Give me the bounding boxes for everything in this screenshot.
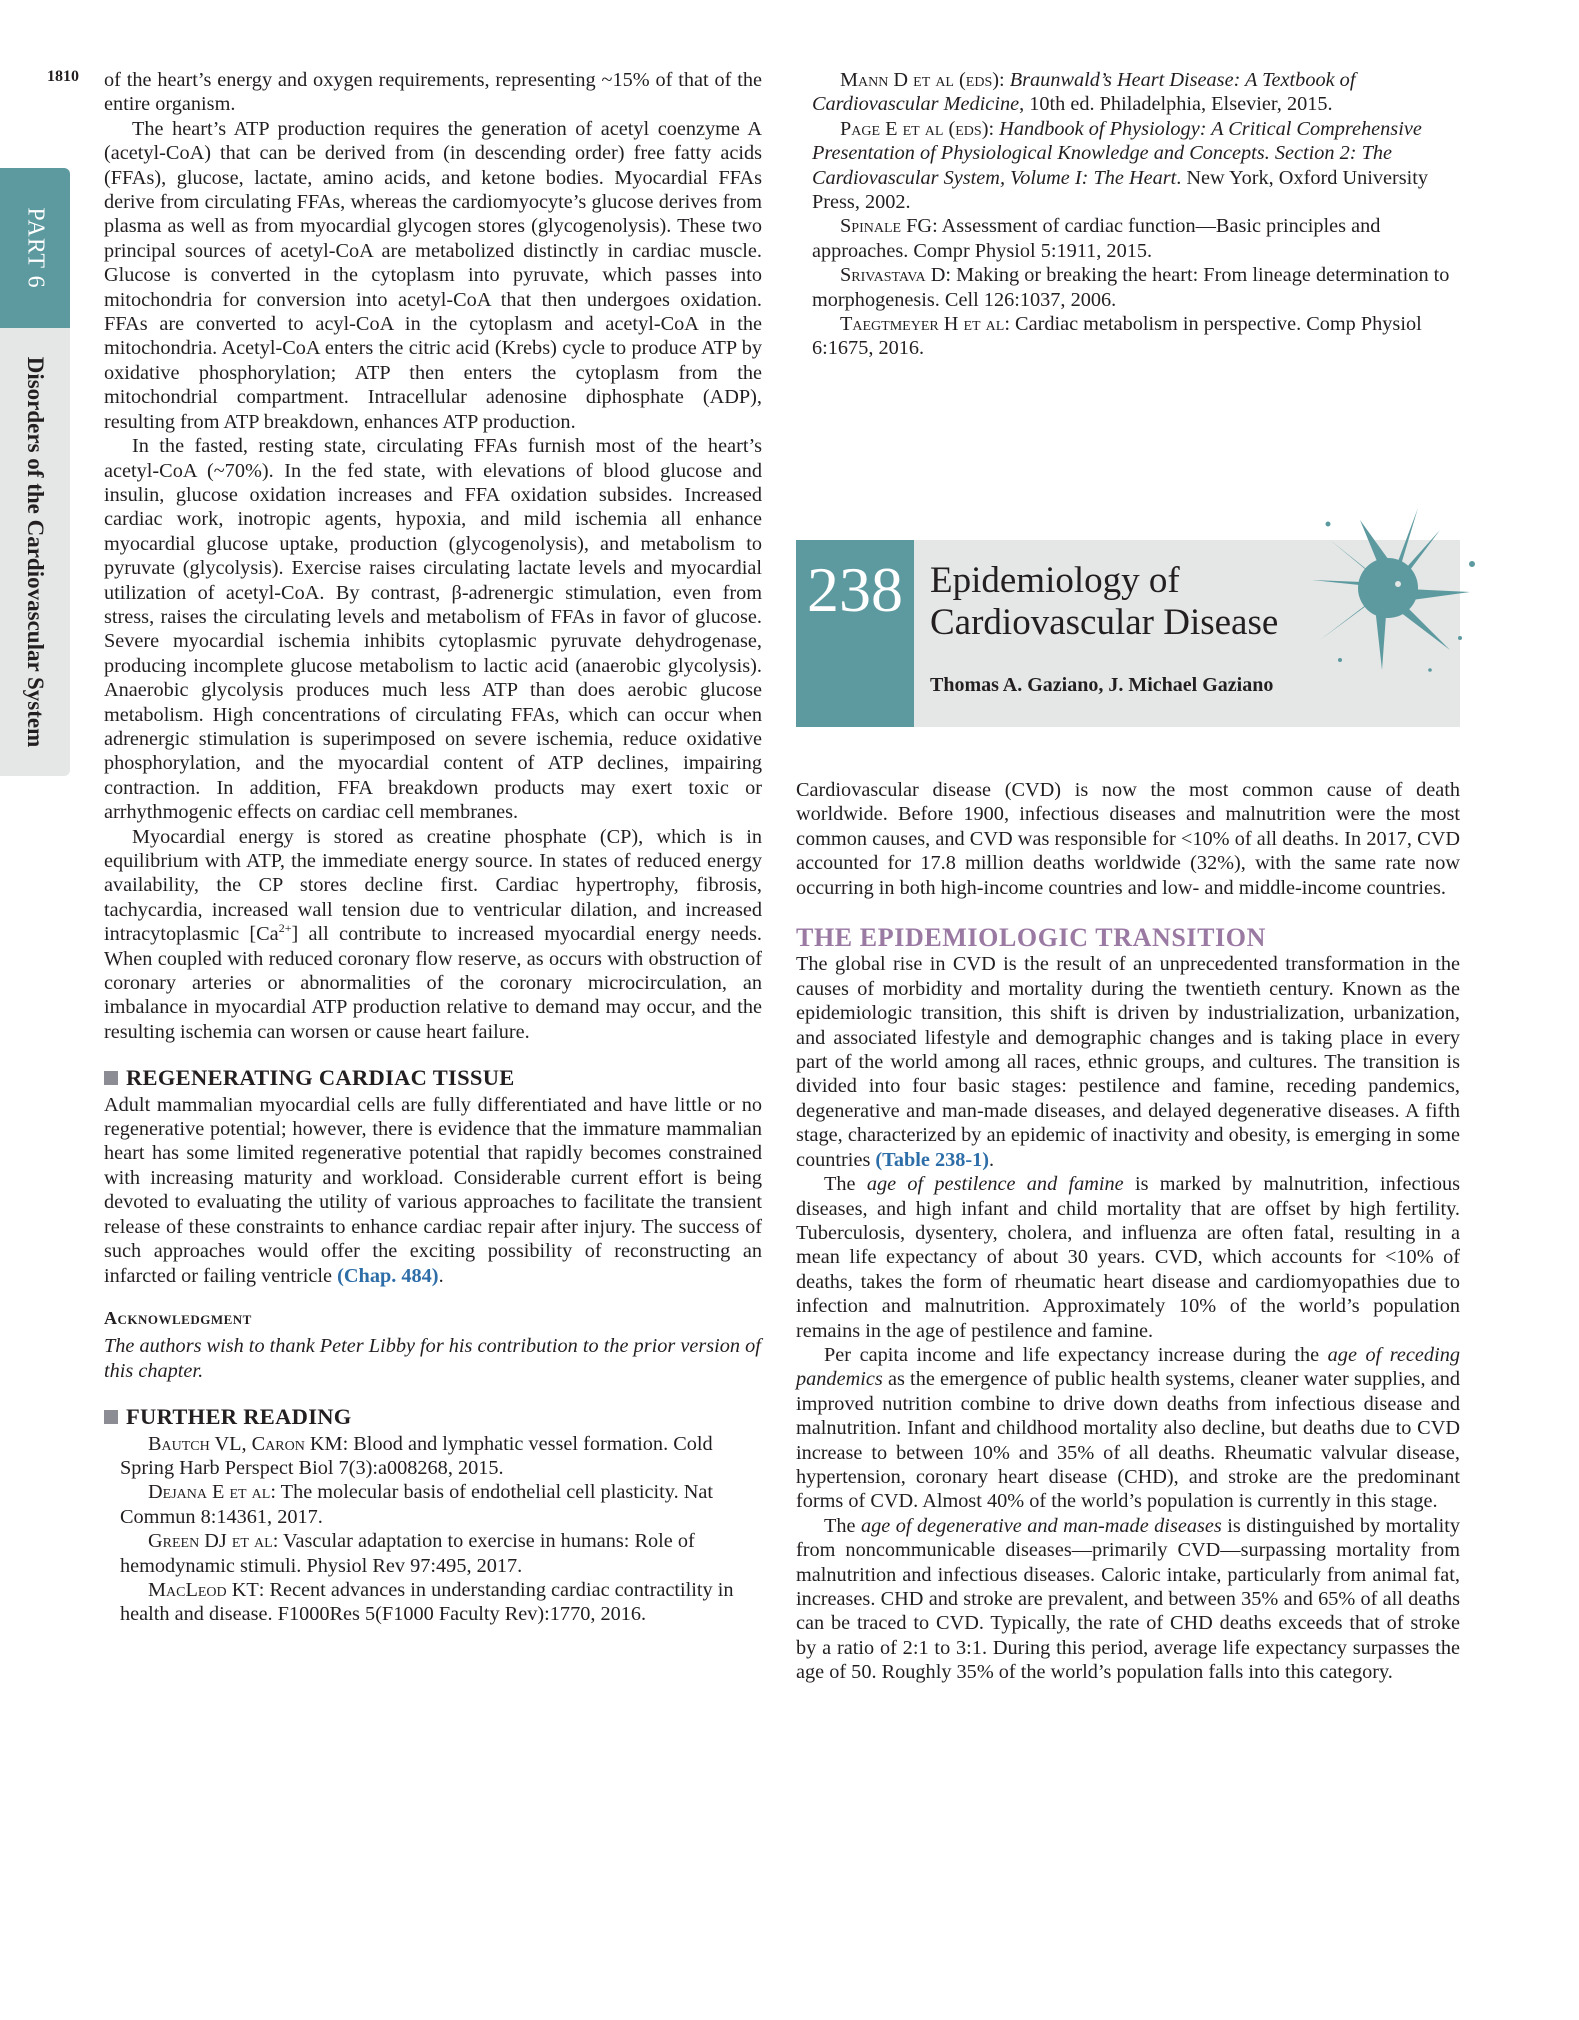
- left-column: [104, 68, 762, 1627]
- receding-pre: Per capita income and life expectancy increase during the: [824, 1343, 1328, 1366]
- reference-pre: :: [999, 69, 1010, 91]
- body-paragraph-energy: [104, 825, 762, 1045]
- chapter-number: 238: [807, 554, 903, 625]
- reference-item: [104, 1578, 762, 1627]
- reference-authors: Page E et al (eds): [840, 117, 989, 140]
- chapter-title-line: Epidemiology of: [930, 560, 1180, 601]
- acknowledgment-text: The authors wish to thank Peter Libby for his contribution to the prior version of this chapter.: [104, 1335, 761, 1382]
- body-paragraph-receding: [796, 1343, 1460, 1514]
- chapter-title-line: Cardiovascular Disease: [930, 602, 1279, 643]
- ink-splat-icon: [1300, 500, 1490, 680]
- reference-details: : Cardiac metabolism in perspective. Comp Physiol 6:1675, 2016.: [812, 313, 1422, 360]
- body-paragraph: The heart’s ATP production requires the generation of acetyl coenzyme A (acetyl-CoA) that can be derived from (in descending order) free fatty acids (FFAs), glucose, lactate, amino acids, and ketone bodies. Myocardial FFAs derive from circulating FFAs, whereas the cardiomyocyte’s glucose derives from plasma as well as from myocardial glycogen stores (glycogenolysis). These two principal sources of acetyl-CoA are metabolized distinctly in cardiac muscle. Glucose is converted in the cytoplasm into pyruvate, which passes into mitochondria for conversion into acetyl-CoA that then undergoes oxidation. FFAs are converted to acyl-CoA in the cytoplasm and acetyl-CoA in the mitochondria. Acetyl-CoA enters the citric acid (Krebs) cycle to produce ATP by oxidative phosphorylation; ATP then enters the cytoplasm from the mitochondrial compartment. Intracellular adenosine diphosphate (ADP), resulting from ATP breakdown, enhances ATP production.: [104, 117, 762, 433]
- reference-item: [104, 1529, 762, 1578]
- heading-square-icon: [104, 1410, 118, 1424]
- reference-details: , 10th ed. Philadelphia, Elsevier, 2015.: [1019, 93, 1333, 116]
- reference-details: . New York, Oxford University Press, 2002.: [812, 166, 1429, 214]
- receding-term: age of receding pandemics: [796, 1343, 1460, 1391]
- reference-authors: Taegtmeyer H et al: [840, 313, 1005, 336]
- reference-details: : Recent advances in understanding cardiac contractility in health and disease. F1000Res 5(F1000 Faculty Rev):1770, 2016.: [120, 1578, 734, 1626]
- transition-text: The global rise in CVD is the result of an unprecedented transformation in the causes of morbidity and mortality during the twentieth century. Known as the epidemiologic transition, this shift is driven by industrialization, urbanization, and associated lifestyle and demographic changes and is taking place in every part of the world among all races, ethnic groups, and cultures. The transition is divided into four basic stages: pestilence and famine, receding pandemics, degenerative and man-made diseases, and delayed degenerative diseases. A fifth stage, characterized by an epidemic of inactivity and obesity, is emerging in some countries: [796, 953, 1460, 1171]
- section-heading-further-reading: [104, 1405, 762, 1429]
- body-paragraph-transition: [796, 952, 1460, 1172]
- degen-term: age of degenerative and man-made diseases: [861, 1514, 1222, 1537]
- section-heading-text: FURTHER READING: [126, 1404, 352, 1430]
- chapter-authors: Thomas A. Gaziano, J. Michael Gaziano: [930, 674, 1274, 696]
- regen-text: Adult mammalian myocardial cells are fully differentiated and have little or no regenerative potential; however, there is evidence that the immature mammalian heart has some limited regenerative potential that rapidly becomes constrained with increasing maturity and workload. Considerable current effort is being devoted to evaluating the utility of various approaches to facilitate the transient release of these constraints to enhance cardiac repair after injury. The success of such approaches would offer the exciting possibility of reconstructing an infarcted or failing ventricle: [104, 1093, 762, 1287]
- reference-details: : Assessment of cardiac function—Basic principles and approaches. Compr Physiol 5:1911, 2015.: [812, 215, 1381, 262]
- transition-end: .: [989, 1148, 995, 1171]
- reference-authors: Srivastava D: [840, 264, 946, 287]
- right-column-references: [796, 68, 1460, 361]
- reference-item: [796, 68, 1460, 117]
- reference-details: : Making or breaking the heart: From lineage determination to morphogenesis. Cell 126:1037, 2006.: [812, 264, 1450, 311]
- pestilence-text: is marked by malnutrition, infectious diseases, and high infant and child mortality that are offset by high fertility. Tuberculosis, dysentery, cholera, and influenza are often fatal, resulting in a mean life expectancy of about 30 years. CVD, which accounts for <10% of deaths, takes the form of rheumatic heart disease and cardiomyopathies due to infection and malnutrition. Approximately 10% of the world’s population remains in the age of pestilence and famine.: [796, 1173, 1460, 1342]
- right-column-body: [796, 778, 1460, 1685]
- reference-pre: :: [988, 117, 1000, 140]
- reference-authors: Dejana E et al: [148, 1481, 271, 1504]
- receding-text: as the emergence of public health systems, cleaner water supplies, and improved nutrition combine to drive down deaths from infectious disease and malnutrition. Infant and childhood mortality also decline, but deaths due to CVD increase to between 10% and 35% of all deaths. Rheumatic valvular disease, hypertension, coronary heart disease (CHD), and stroke are the predominant forms of CVD. Almost 40% of the world’s population is currently in this stage.: [796, 1368, 1460, 1513]
- reference-item: [796, 117, 1460, 215]
- reference-details: : Vascular adaptation to exercise in humans: Role of hemodynamic stimuli. Physiol Rev 97:495, 2017.: [120, 1530, 695, 1577]
- body-paragraph-pestilence: [796, 1172, 1460, 1343]
- section-heading-text: REGENERATING CARDIAC TISSUE: [126, 1065, 515, 1091]
- side-tab-section-title: Disorders of the Cardiovascular System: [23, 356, 48, 748]
- reference-authors: Spinale FG: [840, 215, 933, 238]
- body-paragraph-regen: [104, 1093, 762, 1288]
- reference-details: : Blood and lymphatic vessel formation. Cold Spring Harb Perspect Biol 7(3):a008268, 2015.: [120, 1432, 713, 1479]
- reference-authors: Green DJ et al: [148, 1530, 273, 1553]
- pestilence-term: age of pestilence and famine: [866, 1173, 1124, 1196]
- page-number: 1810: [47, 68, 79, 85]
- section-heading-epidemiologic-transition: THE EPIDEMIOLOGIC TRANSITION: [796, 923, 1266, 953]
- acknowledgment-heading: Acknowledgment: [104, 1307, 252, 1328]
- reference-authors: Mann D et al (eds): [840, 69, 1000, 91]
- heading-square-icon: [104, 1071, 118, 1085]
- side-tab-part-label: PART 6: [22, 207, 49, 289]
- pestilence-pre: The: [824, 1173, 867, 1196]
- reference-item: [796, 312, 1460, 361]
- energy-text-a: Myocardial energy is stored as creatine phosphate (CP), which is in equilibrium with ATP, the immediate energy source. In states of reduced energy availability, the CP stores decline first. Cardiac hypertrophy, fibrosis, tachycardia, increased wall tension due to ventricular dilation, and increased intracytoplasmic [Ca: [104, 825, 762, 946]
- table-cross-reference-link[interactable]: (Table 238-1): [875, 1148, 990, 1171]
- calcium-superscript: 2+: [278, 921, 292, 936]
- energy-text-b: ] all contribute to increased myocardial energy needs. When coupled with reduced coronary flow reserve, as occurs with obstruction of coronary arteries or abnormalities of the coronary microcirculation, an imbalance in myocardial ATP production relative to demand may occur, and the resulting ischemia can worsen or cause heart failure.: [104, 923, 762, 1043]
- reference-title: Braunwald’s Heart Disease: A Textbook of Cardiovascular Medicine: [812, 69, 1356, 116]
- chapter-title: [930, 560, 1278, 644]
- body-paragraph-degenerative: [796, 1514, 1460, 1685]
- degen-pre: The: [824, 1514, 861, 1537]
- reference-authors: Bautch VL, Caron KM: [148, 1432, 343, 1455]
- reference-item: [104, 1432, 762, 1481]
- chapter-cross-reference-link[interactable]: (Chap. 484): [337, 1264, 439, 1287]
- degen-text: is distinguished by mortality from noncommunicable diseases—primarily CVD—surpassing mortality from malnutrition and infectious diseases. Caloric intake, particularly from animal fat, increases. CHD and stroke are prevalent, and between 35% and 65% of all deaths can be traced to CVD. Typically, the rate of CHD deaths exceeds that of stroke by a ratio of 2:1 to 3:1. During this period, average life expectancy surpasses the age of 50. Roughly 35% of the world’s population falls into this category.: [796, 1514, 1460, 1684]
- section-heading-regenerating: [104, 1066, 762, 1090]
- reference-details: : The molecular basis of endothelial cell plasticity. Nat Commun 8:14361, 2017.: [120, 1481, 714, 1528]
- reference-item: [104, 1480, 762, 1529]
- regen-end: .: [438, 1264, 444, 1287]
- body-paragraph: In the fasted, resting state, circulating FFAs furnish most of the heart’s acetyl-CoA (~70%). In the fed state, with elevations of blood glucose and insulin, glucose oxidation increases and FFA oxidation subsides. Increased cardiac work, inotropic agents, hypoxia, and mild ischemia all enhance myocardial glucose uptake, production (glycogenolysis), and metabolism to pyruvate (glycolysis). Exercise raises circulating lactate levels and myocardial utilization of acetyl-CoA. By contrast, β-adrenergic stimulation, even from stress, raises the circulating levels and metabolism of FFAs in favor of glucose. Severe myocardial ischemia inhibits cytoplasmic pyruvate dehydrogenase, producing incomplete glucose metabolism to lactic acid (anaerobic glycolysis). Anaerobic glycolysis produces much less ATP than does aerobic glucose metabolism. High concentrations of circulating FFAs, which can occur when adrenergic stimulation is superimposed on severe ischemia, reduce oxidative phosphorylation, and the myocardial content of ATP declines, impairing contraction. In addition, FFA breakdown products may exert toxic or arrhythmogenic effects on cardiac cell membranes.: [104, 435, 762, 824]
- reference-authors: MacLeod KT: [148, 1578, 259, 1601]
- reference-item: [796, 214, 1460, 263]
- reference-item: [796, 263, 1460, 312]
- chapter-intro-paragraph: Cardiovascular disease (CVD) is now the most common cause of death worldwide. Before 1900, infectious diseases and malnutrition were the most common causes, and CVD was responsible for <10% of all deaths. In 2017, CVD accounted for 17.8 million deaths worldwide (32%), with the same rate now occurring in both high-income countries and low- and middle-income countries.: [796, 779, 1460, 899]
- body-paragraph: of the heart’s energy and oxygen requirements, representing ~15% of that of the entire organism.: [104, 69, 762, 116]
- reference-title: Handbook of Physiology: A Critical Comprehensive Presentation of Physiological Knowledge and Concepts. Section 2: The Cardiovascular System, Volume I: The Heart: [812, 117, 1422, 189]
